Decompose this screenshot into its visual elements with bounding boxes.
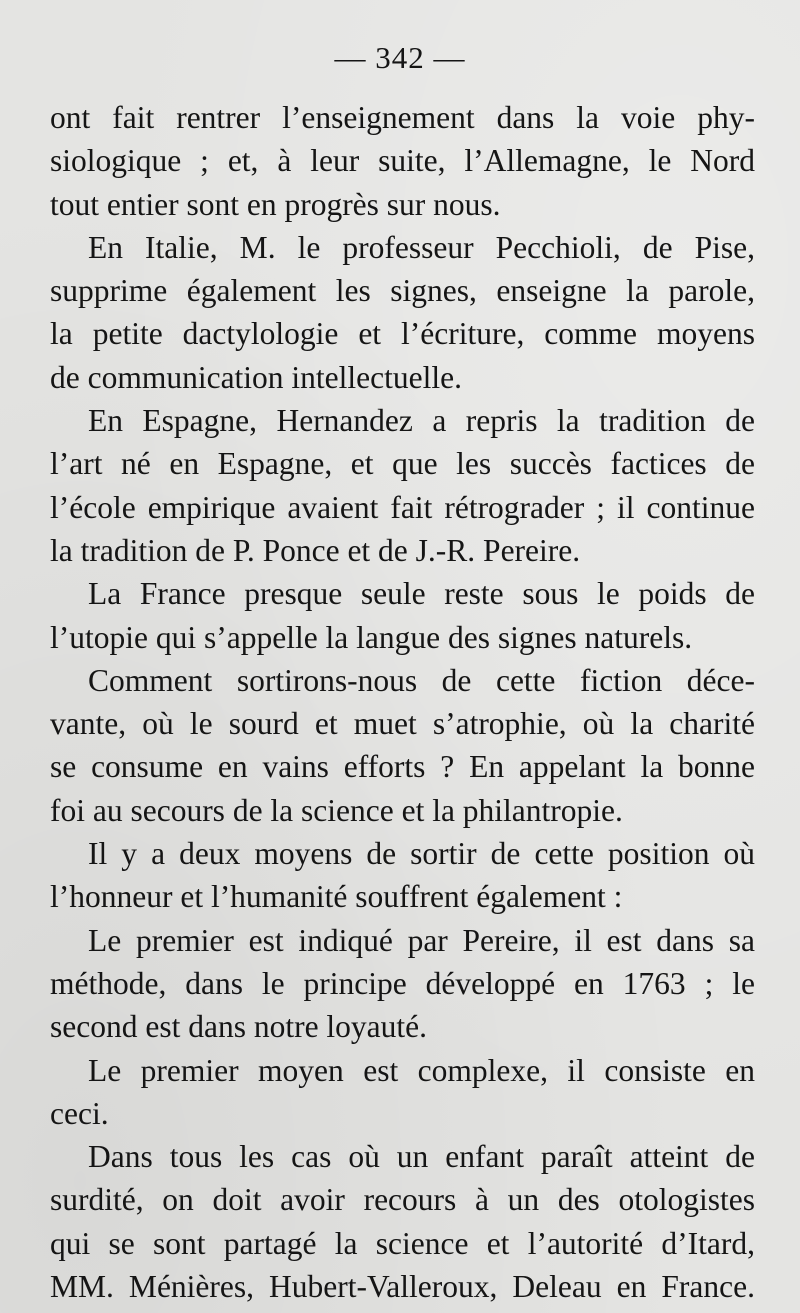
text-line: ont fait rentrer l’enseignement dans la voie phy- xyxy=(50,100,755,135)
text-line: de communication intellectuelle. xyxy=(50,359,462,395)
text-line: siologique ; et, à leur suite, l’Allemagne, le Nord xyxy=(50,143,755,179)
text-line: foi au secours de la science et la philantropie. xyxy=(50,792,623,828)
text-line: l’utopie qui s’appelle la langue des signes naturels. xyxy=(50,619,693,655)
text-line: surdité, on doit avoir recours à un des otologistes xyxy=(50,1182,755,1218)
text-line: second est dans notre loyauté. xyxy=(50,1009,428,1045)
body-text xyxy=(50,96,755,1308)
text-line: l’art né en Espagne, et que les succès factices de xyxy=(50,446,755,482)
text-line: Comment sortirons-nous de cette fiction déce- xyxy=(88,662,755,698)
text-line: supprime également les signes, enseigne la parole, xyxy=(50,273,755,309)
text-line: Le premier moyen est complexe, il consiste en xyxy=(88,1052,755,1088)
page-number: — 342 — xyxy=(334,40,466,75)
text-line: l’honneur et l’humanité souffrent également : xyxy=(50,879,623,915)
text-line: qui se sont partagé la science et l’autorité d’Itard, xyxy=(50,1225,755,1261)
text-line: se consume en vains efforts ? En appelant la bonne xyxy=(50,749,755,785)
text-line: Il y a deux moyens de sortir de cette position où xyxy=(88,836,755,872)
text-line: tout entier sont en progrès sur nous. xyxy=(50,186,501,222)
text-line: Le premier est indiqué par Pereire, il est dans sa xyxy=(88,922,755,958)
text-line: Dans tous les cas où un enfant paraît atteint de xyxy=(88,1139,755,1175)
text-line: En Espagne, Hernandez a repris la tradition de xyxy=(88,403,755,439)
text-line: En Italie, M. le professeur Pecchioli, de Pise, xyxy=(88,229,755,265)
text-line: la tradition de P. Ponce et de J.-R. Pereire. xyxy=(50,532,581,568)
text-line: l’école empirique avaient fait rétrograder ; il continue xyxy=(50,489,755,525)
text-line: ceci. xyxy=(50,1095,109,1131)
text-line: méthode, dans le principe développé en 1763 ; le xyxy=(50,965,755,1001)
text-line: la petite dactylologie et l’écriture, comme moyens xyxy=(50,316,755,352)
text-line: vante, où le sourd et muet s’atrophie, où la charité xyxy=(50,706,755,742)
text-line: MM. Ménières, Hubert-Valleroux, Deleau en France. xyxy=(50,1269,755,1305)
text-line: La France presque seule reste sous le poids de xyxy=(88,576,755,612)
